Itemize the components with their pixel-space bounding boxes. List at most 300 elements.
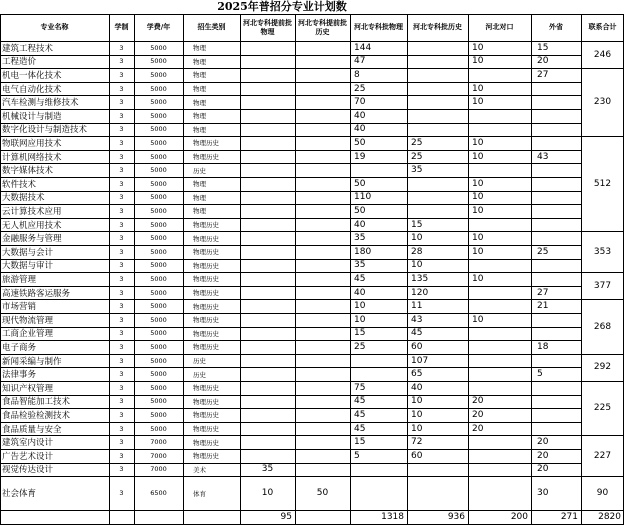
column-total	[134, 510, 183, 524]
early-physics	[240, 123, 295, 137]
column-total: 95	[280, 512, 292, 523]
out-of-province	[531, 231, 581, 245]
out-of-province: 20	[537, 437, 549, 448]
early-physics	[240, 150, 295, 164]
batch-physics: 10	[354, 314, 366, 325]
grid-line	[0, 231, 581, 232]
early-history	[295, 354, 350, 368]
column-total: 200	[510, 512, 528, 523]
out-of-province	[531, 327, 581, 341]
batch-history: 43	[411, 314, 423, 325]
vocational	[468, 286, 531, 300]
major-name: 大数据与会计	[2, 247, 54, 258]
batch-history: 15	[411, 219, 423, 230]
vocational: 20	[472, 423, 484, 434]
batch-history: 135	[411, 273, 429, 284]
batch-physics: 25	[354, 341, 366, 352]
grid-line	[0, 245, 581, 246]
early-history	[295, 95, 350, 109]
batch-physics: 35	[354, 260, 366, 271]
out-of-province	[531, 82, 581, 96]
batch-physics: 15	[354, 328, 366, 339]
batch-physics: 50	[354, 137, 366, 148]
column-total	[109, 510, 134, 524]
early-physics: 10	[261, 488, 274, 499]
tuition-header: 学费/年	[146, 23, 171, 31]
early-physics	[240, 327, 295, 341]
years: 3	[119, 451, 124, 460]
grid-line	[0, 68, 581, 69]
early-physics	[240, 136, 295, 150]
early-history	[295, 41, 350, 55]
early-physics	[240, 367, 295, 381]
category: 物理	[193, 98, 206, 107]
tuition: 5000	[150, 84, 167, 93]
vocational	[468, 109, 531, 123]
column-total: 2820	[598, 512, 621, 523]
years: 3	[119, 397, 124, 406]
tuition: 7000	[150, 465, 167, 474]
grid-line	[581, 231, 624, 232]
grid-line	[109, 14, 110, 525]
batch-physics: 40	[354, 124, 366, 135]
years: 3	[119, 370, 124, 379]
out-of-province	[531, 395, 581, 409]
years: 3	[119, 84, 124, 93]
years: 3	[119, 57, 124, 66]
batch-physics: 19	[354, 151, 366, 162]
out-of-province: 18	[537, 341, 549, 352]
batch-history: 60	[411, 341, 423, 352]
grid-line	[581, 510, 624, 511]
column-total	[183, 510, 240, 524]
group-total: 227	[593, 450, 612, 461]
early-history	[295, 177, 350, 191]
category: 物理历史	[193, 329, 219, 338]
batch-history	[407, 463, 468, 477]
years: 3	[119, 261, 124, 270]
years: 3	[119, 70, 124, 79]
grid-line	[468, 14, 469, 525]
column-total: 271	[560, 512, 578, 523]
grid-line	[0, 82, 581, 83]
vocational	[468, 354, 531, 368]
category: 物理历史	[193, 384, 219, 393]
major-name: 机械设计与制造	[2, 111, 62, 122]
out-of-province	[531, 123, 581, 137]
batch-physics: 5	[354, 450, 360, 461]
early-history	[295, 245, 350, 259]
major-name: 计算机网络技术	[2, 152, 62, 163]
batch-physics: 45	[354, 396, 366, 407]
major-name: 数字化设计与制造技术	[2, 125, 88, 136]
grid-line	[183, 14, 184, 525]
vocational: 10	[472, 178, 484, 189]
major-name: 食品质量与安全	[2, 424, 62, 435]
batch-physics	[350, 476, 407, 510]
batch-physics	[350, 463, 407, 477]
vocational: 10	[472, 97, 484, 108]
vocational: 10	[472, 246, 484, 257]
years: 3	[119, 111, 124, 120]
grid-line	[0, 449, 581, 450]
grid-line	[581, 68, 624, 69]
vocational: 10	[472, 205, 484, 216]
category: 物理历史	[193, 411, 219, 420]
early-physics	[240, 55, 295, 69]
major-name: 高速铁路客运服务	[2, 288, 71, 299]
major-name: 电气自动化技术	[2, 84, 62, 95]
vocational	[468, 435, 531, 449]
batch-history: 28	[411, 246, 423, 257]
batch-physics: 8	[354, 69, 360, 80]
tuition: 5000	[150, 98, 167, 107]
years: 3	[119, 220, 124, 229]
category: 物理历史	[193, 397, 219, 406]
category: 物理历史	[193, 275, 219, 284]
out-of-province: 15	[537, 42, 549, 53]
group-total: 353	[593, 246, 612, 257]
early-physics: 35	[261, 464, 274, 475]
tuition: 5000	[150, 288, 167, 297]
batch-history: 65	[411, 369, 423, 380]
batch-history: 10	[411, 423, 423, 434]
category: 物理历史	[193, 248, 219, 257]
early-physics	[240, 177, 295, 191]
batch-history: 10	[411, 409, 423, 420]
category: 物理	[193, 112, 206, 121]
early-history-header: 河北专科提前批历史	[298, 18, 347, 36]
out-of-province	[531, 109, 581, 123]
category: 物理	[193, 85, 206, 94]
batch-history: 10	[411, 396, 423, 407]
early-history	[295, 259, 350, 273]
grid-line	[407, 14, 408, 525]
grid-line	[0, 435, 581, 436]
grid-line	[0, 286, 581, 287]
grid-line	[0, 367, 581, 368]
early-physics	[240, 231, 295, 245]
major-name: 社会体育	[2, 489, 37, 500]
early-history	[295, 381, 350, 395]
tuition: 5000	[150, 329, 167, 338]
grid-line	[531, 14, 532, 525]
out-of-province	[531, 381, 581, 395]
grid-line	[0, 408, 581, 409]
major-name: 大数据技术	[2, 193, 45, 204]
batch-physics: 45	[354, 423, 366, 434]
out-of-province	[531, 259, 581, 273]
group-total: 246	[593, 49, 612, 60]
batch-history: 10	[411, 260, 423, 271]
years: 3	[119, 489, 124, 498]
early-history	[295, 449, 350, 463]
batch-physics: 25	[354, 83, 366, 94]
early-history	[295, 150, 350, 164]
batch-history: 35	[411, 165, 423, 176]
early-physics	[240, 191, 295, 205]
years: 3	[119, 152, 124, 161]
category: 物理历史	[193, 139, 219, 148]
grid-line	[0, 354, 581, 355]
vocational	[468, 259, 531, 273]
vocational: 10	[472, 273, 484, 284]
batch-history	[407, 204, 468, 218]
batch-history: 45	[411, 328, 423, 339]
batch-physics	[350, 354, 407, 368]
early-history	[295, 463, 350, 477]
batch-physics: 40	[354, 110, 366, 121]
tuition: 5000	[150, 179, 167, 188]
tuition: 5000	[150, 138, 167, 147]
batch-history: 72	[411, 437, 423, 448]
tuition: 5000	[150, 342, 167, 351]
category: 物理	[193, 57, 206, 66]
vocational	[468, 449, 531, 463]
early-history	[295, 408, 350, 422]
batch-physics	[350, 163, 407, 177]
batch-history: 11	[411, 301, 423, 312]
early-history	[295, 367, 350, 381]
category: 物理历史	[193, 234, 219, 243]
batch-history	[407, 55, 468, 69]
category: 历史	[193, 370, 206, 379]
category: 物理历史	[193, 261, 219, 270]
batch-history	[407, 476, 468, 510]
category-header: 招生类别	[197, 23, 226, 31]
early-physics	[240, 422, 295, 436]
tuition: 5000	[150, 261, 167, 270]
out-of-province: 5	[537, 369, 543, 380]
early-physics	[240, 340, 295, 354]
group-total: 90	[596, 488, 609, 499]
grid-line	[0, 327, 581, 328]
early-physics	[240, 204, 295, 218]
grid-line	[581, 299, 624, 300]
out-of-province	[531, 204, 581, 218]
years: 3	[119, 329, 124, 338]
grid-line	[0, 163, 581, 164]
major-name: 食品智能加工技术	[2, 397, 71, 408]
grid-line	[0, 381, 581, 382]
early-history	[295, 313, 350, 327]
grid-line	[0, 218, 581, 219]
major-name: 广告艺术设计	[2, 451, 54, 462]
major-name: 法律事务	[2, 370, 37, 381]
out-of-province	[531, 408, 581, 422]
grid-line	[0, 476, 581, 477]
major-name: 食品检验检测技术	[2, 410, 71, 421]
category: 历史	[193, 357, 206, 366]
tuition: 5000	[150, 315, 167, 324]
category: 物理历史	[193, 425, 219, 434]
grid-line	[0, 259, 581, 260]
batch-physics: 10	[354, 301, 366, 312]
grid-line	[0, 272, 581, 273]
tuition: 5000	[150, 125, 167, 134]
batch-physics: 40	[354, 287, 366, 298]
early-history	[295, 340, 350, 354]
years: 3	[119, 302, 124, 311]
major-name: 知识产权管理	[2, 383, 54, 394]
tuition: 5000	[150, 220, 167, 229]
category: 物理	[193, 207, 206, 216]
column-total	[295, 510, 350, 524]
vocational: 10	[472, 83, 484, 94]
years: 3	[119, 410, 124, 419]
years: 3	[119, 125, 124, 134]
major-name: 金融服务与管理	[2, 234, 62, 245]
early-history: 50	[316, 488, 329, 499]
category: 物理	[193, 71, 206, 80]
group-total: 292	[593, 362, 612, 373]
years: 3	[119, 356, 124, 365]
tuition: 5000	[150, 302, 167, 311]
early-history	[295, 82, 350, 96]
category: 物理	[193, 180, 206, 189]
out-of-province: 30	[537, 488, 549, 499]
early-physics	[240, 163, 295, 177]
years: 3	[119, 465, 124, 474]
early-physics	[240, 435, 295, 449]
batch-physics: 45	[354, 273, 366, 284]
grid-line	[0, 204, 581, 205]
early-physics	[240, 82, 295, 96]
category: 物理历史	[193, 302, 219, 311]
batch-history	[407, 177, 468, 191]
out-of-province	[531, 354, 581, 368]
grid-line	[350, 14, 351, 525]
tuition: 5000	[150, 397, 167, 406]
group-total-header: 联系合计	[588, 23, 617, 31]
grid-line	[581, 435, 624, 436]
batch-physics: 50	[354, 178, 366, 189]
batch-history: 40	[411, 382, 423, 393]
out-of-province: 20	[537, 464, 549, 475]
early-physics	[240, 259, 295, 273]
years: 3	[119, 383, 124, 392]
major-name: 视觉传达设计	[2, 465, 54, 476]
early-physics	[240, 245, 295, 259]
batch-history	[407, 95, 468, 109]
out-of-province	[531, 95, 581, 109]
batch-history-header: 河北专科批历史	[413, 23, 462, 31]
early-history	[295, 231, 350, 245]
batch-history	[407, 68, 468, 82]
major-name: 物联网应用技术	[2, 138, 62, 149]
batch-history: 25	[411, 137, 423, 148]
early-physics	[240, 449, 295, 463]
vocational: 20	[472, 396, 484, 407]
major-name: 新闻采编与制作	[2, 356, 62, 367]
group-total: 377	[593, 280, 612, 291]
tuition: 5000	[150, 193, 167, 202]
years: 3	[119, 315, 124, 324]
major-name: 软件技术	[2, 179, 37, 190]
early-history	[295, 68, 350, 82]
tuition: 5000	[150, 111, 167, 120]
grid-line	[581, 136, 624, 137]
batch-physics: 70	[354, 97, 366, 108]
category: 物理	[193, 44, 206, 53]
grid-line	[0, 14, 1, 525]
early-physics	[240, 68, 295, 82]
category: 物理历史	[193, 316, 219, 325]
early-history	[295, 422, 350, 436]
out-of-province	[531, 272, 581, 286]
vocational-header: 河北对口	[485, 23, 514, 31]
vocational: 10	[472, 314, 484, 325]
tuition: 5000	[150, 247, 167, 256]
out-of-province	[531, 313, 581, 327]
early-physics	[240, 272, 295, 286]
grid-line	[0, 150, 581, 151]
tuition: 5000	[150, 57, 167, 66]
grid-line	[0, 123, 581, 124]
early-history	[295, 204, 350, 218]
years: 3	[119, 166, 124, 175]
group-total: 512	[593, 178, 612, 189]
vocational: 10	[472, 192, 484, 203]
out-of-province	[531, 191, 581, 205]
category: 历史	[193, 166, 206, 175]
group-total: 230	[593, 97, 612, 108]
early-history	[295, 109, 350, 123]
major-name: 汽车检测与维修技术	[2, 98, 79, 109]
tuition: 5000	[150, 356, 167, 365]
vocational: 10	[472, 56, 484, 67]
early-history	[295, 435, 350, 449]
years: 3	[119, 274, 124, 283]
years: 3	[119, 179, 124, 188]
batch-history	[407, 41, 468, 55]
tuition: 5000	[150, 274, 167, 283]
years: 3	[119, 342, 124, 351]
out-of-province: 21	[537, 301, 549, 312]
vocational	[468, 68, 531, 82]
page-title: 2025年普招分专业计划数	[217, 0, 347, 13]
early-physics	[240, 41, 295, 55]
vocational: 10	[472, 42, 484, 53]
major-name: 建筑室内设计	[2, 438, 54, 449]
early-physics	[240, 109, 295, 123]
grid-line	[581, 272, 624, 273]
early-physics	[240, 313, 295, 327]
early-physics	[240, 218, 295, 232]
early-history	[295, 327, 350, 341]
batch-history	[407, 191, 468, 205]
tuition: 5000	[150, 152, 167, 161]
grid-line	[0, 299, 581, 300]
out-of-province	[531, 218, 581, 232]
tuition: 5000	[150, 166, 167, 175]
early-history	[295, 395, 350, 409]
vocational	[468, 327, 531, 341]
tuition: 5000	[150, 234, 167, 243]
vocational	[468, 367, 531, 381]
early-history	[295, 286, 350, 300]
vocational	[468, 476, 531, 510]
early-history	[295, 123, 350, 137]
grid-line	[134, 14, 135, 525]
major-name: 云计算技术应用	[2, 206, 62, 217]
major-name: 电子商务	[2, 342, 37, 353]
years: 3	[119, 98, 124, 107]
tuition: 7000	[150, 451, 167, 460]
category: 物理	[193, 193, 206, 202]
batch-physics: 40	[354, 219, 366, 230]
batch-physics: 47	[354, 56, 366, 67]
